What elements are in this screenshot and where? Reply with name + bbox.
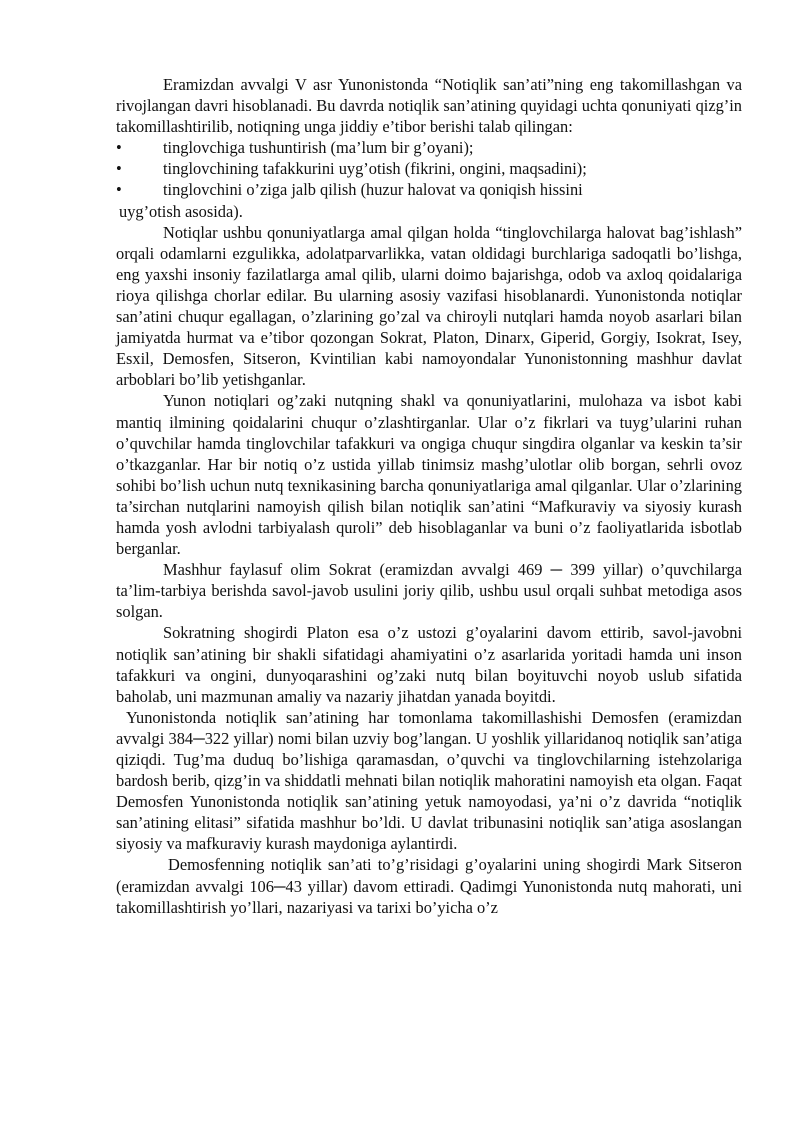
list-item-text: tinglovchiga tushuntirish (ma’lum bir g’oyani); — [163, 138, 474, 158]
document-page — [116, 74, 742, 918]
bullet-icon: • — [116, 180, 122, 200]
paragraph: Eramizdan avvalgi V asr Yunonistonda “Notiqlik san’ati”ning eng takomillashgan va rivojlangan davri hisoblanadi. Bu davrda notiqlik san’atining quyidagi uchta qonuniyati qizg’in takomillashtirilib, notiqning unga jiddiy e’tibor berishi talab qilingan: — [116, 75, 742, 137]
bullet-icon: • — [116, 159, 122, 179]
paragraph: Demosfenning notiqlik san’ati to’g’risidagi g’oyalarini uning shogirdi Mark Sitseron (eramizdan avvalgi 106─43 yillar) davom ettiradi. Qadimgi Yunonistonda nutq mahorati, uni takomillashtirish yo’llari, nazariyasi va tarixi bo’yicha o’z — [116, 855, 742, 917]
list-item-text: tinglovchini o’ziga jalb qilish (huzur halovat va qoniqish hissini — [163, 180, 583, 200]
bullet-list — [116, 137, 742, 200]
list-item — [116, 137, 742, 158]
paragraph: Mashhur faylasuf olim Sokrat (eramizdan avvalgi 469 ─ 399 yillar) o’quvchilarga ta’lim-tarbiya berishda savol-javob usulini joriy qilib, ushbu usul orqali suhbat metodiga asos solgan. — [116, 560, 742, 622]
list-item — [116, 158, 742, 179]
bullet-icon: • — [116, 138, 122, 158]
paragraph: Sokratning shogirdi Platon esa o’z ustozi g’oyalarini davom ettirib, savol-javobni notiqlik san’atining bir shakli sifatidagi ahamiyatini o’z asarlarida yoritadi hamda uni inson tafakkuri va ongini, dunyoqarashini og’zaki nutq bilan boyituvchi noyob uslub sifatida baholab, uni mazmunan amaliy va nazariy jihatdan yanada boyitdi. — [116, 623, 742, 706]
paragraph: Yunon notiqlari og’zaki nutqning shakl va qonuniyatlarini, mulohaza va isbot kabi mantiq ilmining qoidalarini chuqur o’zlashtirganlar. Ular o’z fikrlari va tuyg’ularini ruhan o’quvchilar hamda tinglovchilar tafakkuri va ongiga chuqur singdira olganlar va keskin ta’sir o’tkazganlar. Har bir notiq o’z ustida yillab tinimsiz mashg’ulotlar olib borgan, sehrli ovoz sohibi bo’lish uchun nutq texnikasining barcha qonuniyatlariga amal qilganlar. Ular o’zlarining ta’sirchan nutqlarini namoyish qilish bilan notiqlik san’atini “Mafkuraviy va siyosiy kurash hamda yosh avlodni tarbiyalash quroli” deb hisoblaganlar va buni o’z faoliyatlarida isbotlab berganlar. — [116, 391, 742, 559]
paragraph: Notiqlar ushbu qonuniyatlarga amal qilgan holda “tinglovchilarga halovat bag’ishlash” orqali odamlarni ezgulikka, adolatparvarlikka, vatan oldidagi burchlariga sadoqatli bo’lishga, eng yaxshi insoniy fazilatlarga amal qilib, ularni doimo bajarishga, odob va axloq qoidalariga rioya qilishga chorlar edilar. Bu ularning asosiy vazifasi hisoblanardi. Yunonistonda notiqlar san’atini chuqur egallagan, o’zlarining go’zal va chiroyli nutqlari hamda noyob asarlari bilan jamiyatda hurmat va e’tibor qozongan Sokrat, Platon, Dinarx, Giperid, Gorgiy, Isokrat, Isey, Esxil, Demosfen, Sitseron, Kvintilian kabi namoyondalar Yunonistonning mashhur davlat arboblari bo’lib yetishganlar. — [116, 222, 742, 390]
list-item — [116, 179, 742, 200]
list-item-text: tinglovchining tafakkurini uyg’otish (fikrini, ongini, maqsadini); — [163, 159, 587, 179]
paragraph: Yunonistonda notiqlik san’atining har tomonlama takomillashishi Demosfen (eramizdan avvalgi 384─322 yillar) nomi bilan uzviy bog’langan. U yoshlik yillaridanoq notiqlik san’atiga qiziqdi. Tug’ma duduq bo’lishiga qaramasdan, o’quvchi va tinglovchilarning istehzolariga bardosh berib, qizg’in va shiddatli mehnati bilan notiqlik mahoratini namoyish eta olgan. Faqat Demosfen Yunonistonda notiqlik san’atining yetuk namoyodasi, ya’ni o’z davrida “notiqlik san’atining elitasi” sifatida mashhur bo’ldi. U davlat tribunasini notiqlik san’atiga asoslangan siyosiy va mafkuraviy kurash maydoniga aylantirdi. — [116, 707, 742, 854]
list-item-continuation: uyg’otish asosida). — [119, 201, 243, 221]
